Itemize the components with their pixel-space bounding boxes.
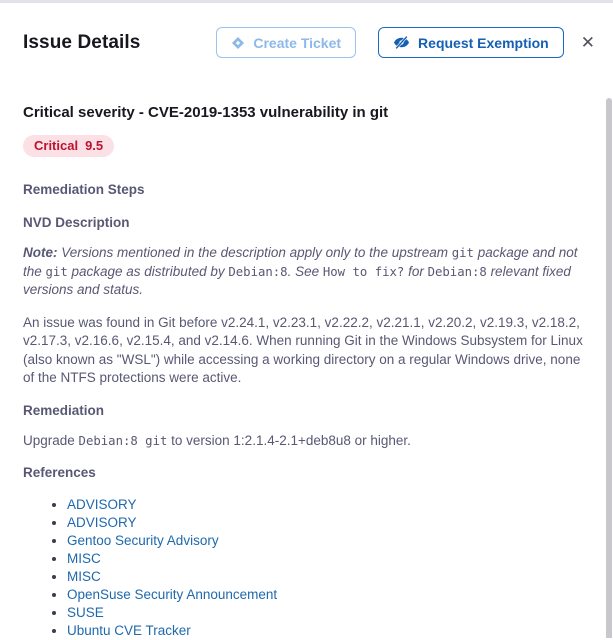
- issue-details-body: [0, 104, 613, 640]
- reference-link[interactable]: Ubuntu CVE Tracker: [67, 623, 191, 638]
- remediation-paragraph: Upgrade Debian:8 git to version 1:2.1.4-2.1+deb8u8 or higher.: [23, 432, 411, 448]
- references-list: [23, 496, 593, 640]
- nvd-description-paragraph: An issue was found in Git before v2.24.1, v2.23.1, v2.22.2, v2.21.1, v2.20.2, v2.19.3, v2.18.2, v2.17.3, v2.16.6, v2.15.4, and v2.14.6. When running Git in the Windows Subsystem for Linux (also known as "WSL") while accessing a working directory on a regular Windows drive, none of the NTFS protections were active.: [23, 314, 583, 385]
- note-label: Note:: [23, 245, 58, 260]
- eye-off-icon: [393, 35, 410, 50]
- close-icon[interactable]: ✕: [580, 33, 595, 52]
- severity-badge: [23, 135, 114, 157]
- reference-link[interactable]: SUSE: [67, 605, 104, 620]
- section-nvd-description: NVD Description: [23, 215, 130, 230]
- list-item: [67, 622, 593, 640]
- diamond-icon: [231, 36, 245, 50]
- page-title: Issue Details: [23, 31, 141, 53]
- inline-code: Debian:8 git: [78, 433, 168, 448]
- list-item: [67, 550, 593, 568]
- inline-code: How to fix?: [322, 264, 405, 279]
- section-remediation: Remediation: [23, 402, 105, 418]
- issue-title: Critical severity - CVE-2019-1353 vulnerability in git: [23, 104, 389, 121]
- section-references: References: [23, 465, 96, 480]
- list-item: [67, 496, 593, 514]
- request-exemption-button[interactable]: [378, 27, 564, 58]
- reference-link[interactable]: MISC: [67, 551, 101, 566]
- nvd-note-paragraph: Note: Versions mentioned in the description apply only to the upstream git package and not the git package as distributed by Debian:8. See How to fix? for Debian:8 relevant fixed versions and status.: [23, 245, 578, 297]
- reference-link[interactable]: ADVISORY: [67, 515, 137, 530]
- severity-score: 9.5: [85, 138, 104, 153]
- vertical-scrollbar[interactable]: [606, 98, 612, 638]
- severity-label: Critical: [34, 138, 79, 153]
- inline-code: git: [451, 246, 474, 260]
- list-item: [67, 514, 593, 532]
- list-item: [67, 568, 593, 586]
- inline-code: git: [45, 264, 68, 279]
- panel-header: [0, 3, 613, 58]
- inline-code: Debian:8: [427, 264, 487, 279]
- reference-link[interactable]: ADVISORY: [67, 497, 137, 512]
- section-remediation-steps: Remediation Steps: [23, 182, 145, 197]
- list-item: [67, 586, 593, 604]
- reference-link[interactable]: Gentoo Security Advisory: [67, 533, 219, 548]
- request-exemption-label: Request Exemption: [418, 34, 549, 51]
- reference-link[interactable]: MISC: [67, 569, 101, 584]
- inline-code: Debian:8: [228, 264, 288, 279]
- reference-link[interactable]: OpenSuse Security Announcement: [67, 587, 278, 602]
- list-item: [67, 532, 593, 550]
- create-ticket-label: Create Ticket: [253, 34, 342, 51]
- create-ticket-button[interactable]: [216, 27, 356, 58]
- list-item: [67, 604, 593, 622]
